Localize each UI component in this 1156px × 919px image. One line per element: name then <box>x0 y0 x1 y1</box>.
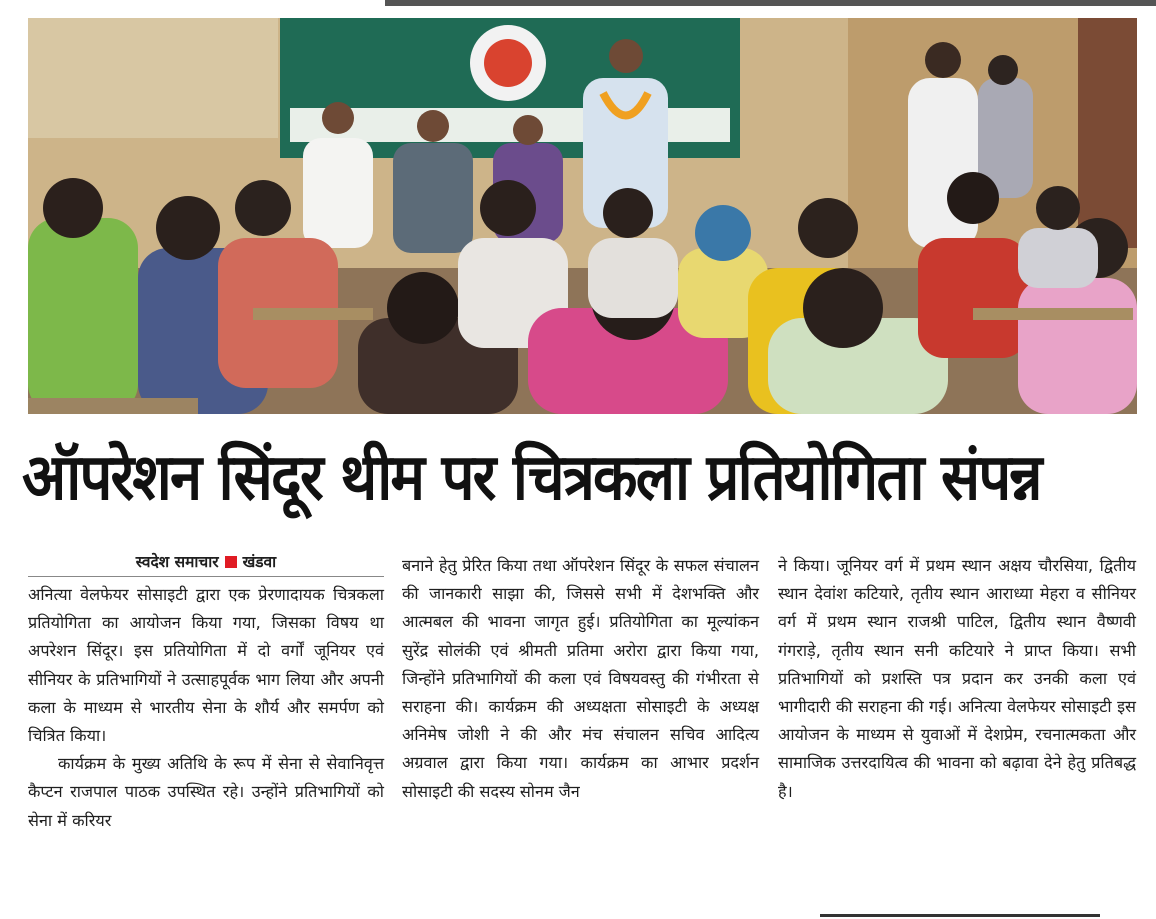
article-column-2 <box>402 552 759 912</box>
byline <box>28 549 384 577</box>
byline-source: स्वदेश समाचार <box>135 553 219 571</box>
news-photo <box>28 18 1137 414</box>
byline-place: खंडवा <box>242 553 277 571</box>
byline-separator-square <box>225 556 237 568</box>
article-paragraph: बनाने हेतु प्रेरित किया तथा ऑपरेशन सिंदूर के सफल संचालन की जानकारी साझा की, जिससे सभी में देशभक्ति और आत्मबल की भावना जागृत हुई। प्रतियोगिता का मूल्यांकन सुरेंद्र सोलंकी एवं श्रीमती प्रतिमा अरोरा द्वारा किया गया, जिन्होंने प्रतिभागियों की कला एवं विषयवस्तु की गंभीरता से सराहना की। कार्यक्रम की अध्यक्षता सोसाइटी के अध्यक्ष अनिमेष जोशी ने की और मंच संचालन सचिव आदित्य अग्रवाल द्वारा किया गया। कार्यक्रम का आभार प्रदर्शन सोसाइटी की सदस्य सोनम जैन <box>402 556 759 801</box>
headline: ऑपरेशन सिंदूर थीम पर चित्रकला प्रतियोगिता संपन्न <box>22 441 1041 515</box>
cropped-next-line <box>820 908 1100 919</box>
article-paragraph: अनित्या वेलफेयर सोसाइटी द्वारा एक प्रेरणादायक चित्रकला प्रतियोगिता का आयोजन किया गया, जिसका विषय था अपरेशन सिंदूर। इस प्रतियोगिता में दो वर्गों जूनियर एवं सीनियर के प्रतिभागियों ने उत्साहपूर्वक भाग लिया और अपनी कला के माध्यम से भारतीय सेना के शौर्य और समर्पण को चित्रित किया। <box>28 585 384 746</box>
article-column-1 <box>28 549 384 909</box>
article-paragraph: कार्यक्रम के मुख्य अतिथि के रूप में सेना से सेवानिवृत्त कैप्टन राजपाल पाठक उपस्थित रहे। उन्होंने प्रतिभागियों को सेना में करियर <box>28 754 384 830</box>
top-rule <box>385 0 1156 6</box>
article-paragraph: ने किया। जूनियर वर्ग में प्रथम स्थान अक्षय चौरसिया, द्वितीय स्थान देवांश कटियारे, तृतीय स्थान आराध्या मेहरा व सीनियर वर्ग में प्रथम स्थान राजश्री पाटिल, द्वितीय स्थान वैष्णवी गंगराड़े, तृतीय स्थान सनी कटियारे ने प्राप्त किया। सभी प्रतिभागियों को प्रशस्ति पत्र प्रदान कर उनकी कला एवं भागीदारी की सराहना की गई। अनित्या वेलफेयर सोसाइटी इस आयोजन के माध्यम से युवाओं में देशप्रेम, रचनात्मकता और सामाजिक उत्तरदायित्व की भावना को बढ़ावा देने हेतु प्रतिबद्ध है। <box>778 556 1136 801</box>
article-column-3 <box>778 552 1136 912</box>
event-photo-illustration <box>28 18 1137 414</box>
